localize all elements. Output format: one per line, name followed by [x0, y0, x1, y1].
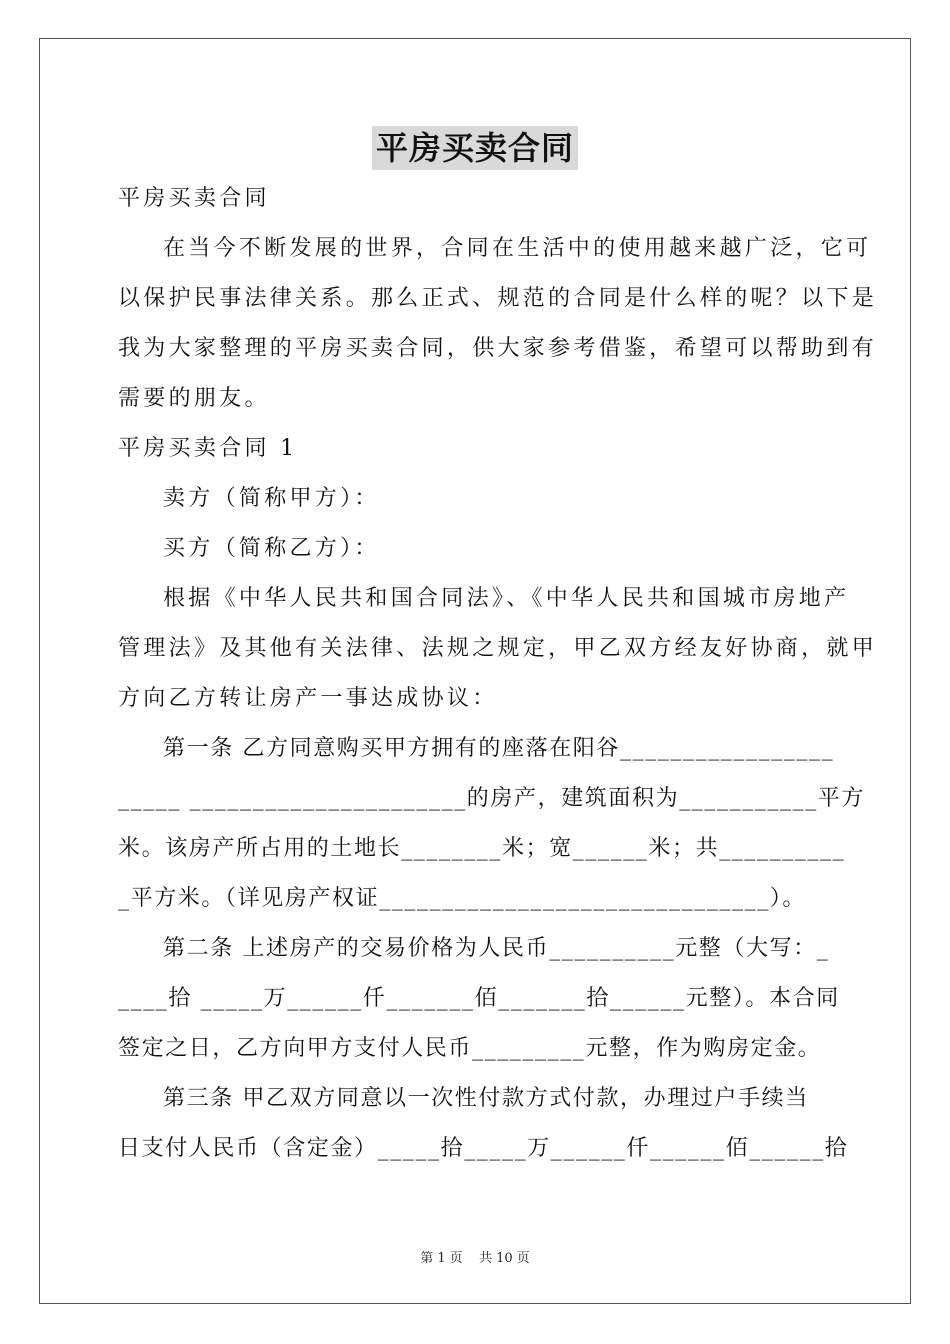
- article1-line-1: 第一条 乙方同意购买甲方拥有的座落在阳谷_________________: [163, 736, 835, 761]
- article3-line-2: 日支付人民币（含定金）_____拾_____万______仟______佰______拾: [118, 1136, 849, 1161]
- seller-line: 卖方（简称甲方）：: [163, 486, 380, 511]
- basis-line-1: 根据《中华人民共和国合同法》、《中华人民共和国城市房地产: [163, 586, 850, 611]
- intro-line-2: 以保护民事法律关系。那么正式、规范的合同是什么样的呢？以下是: [118, 286, 878, 311]
- basis-line-2: 管理法》及其他有关法律、法规之规定，甲乙双方经友好协商，就甲: [118, 636, 878, 661]
- intro-line-1: 在当今不断发展的世界，合同在生活中的使用越来越广泛，它可: [163, 236, 872, 261]
- article1-line-4: _平方米。（详见房产权证_______________________________）。: [118, 886, 807, 911]
- basis-line-3: 方向乙方转让房产一事达成协议：: [118, 686, 498, 711]
- page-total: 共 10 页: [478, 1251, 530, 1266]
- section-heading: 平房买卖合同 1: [118, 436, 298, 461]
- article2-line-2: ____拾 _____万______仟_______佰_______拾______元整）。本合同: [118, 986, 840, 1011]
- article2-line-3: 签定之日，乙方向甲方支付人民币_________元整，作为购房定金。: [118, 1036, 822, 1061]
- buyer-line: 买方（简称乙方）：: [163, 536, 380, 561]
- page-footer: [0, 1247, 950, 1266]
- page-number: 第 1 页: [420, 1251, 463, 1266]
- intro-line-3: 我为大家整理的平房买卖合同，供大家参考借鉴，希望可以帮助到有: [118, 336, 878, 361]
- article3-line-1: 第三条 甲乙双方同意以一次性付款方式付款，办理过户手续当: [163, 1086, 809, 1111]
- title-container: [0, 126, 950, 170]
- subtitle-line: 平房买卖合同: [118, 186, 270, 211]
- intro-line-4: 需要的朋友。: [118, 386, 270, 411]
- article1-line-3: 米。该房产所占用的土地长________米；宽______米；共__________: [118, 836, 846, 861]
- page-border: [39, 38, 911, 1304]
- document-title: 平房买卖合同: [372, 126, 578, 170]
- article2-line-1: 第二条 上述房产的交易价格为人民币__________元整（大写：_: [163, 936, 830, 961]
- article1-line-2: _____ ______________________的房产，建筑面积为___________平方: [118, 786, 865, 811]
